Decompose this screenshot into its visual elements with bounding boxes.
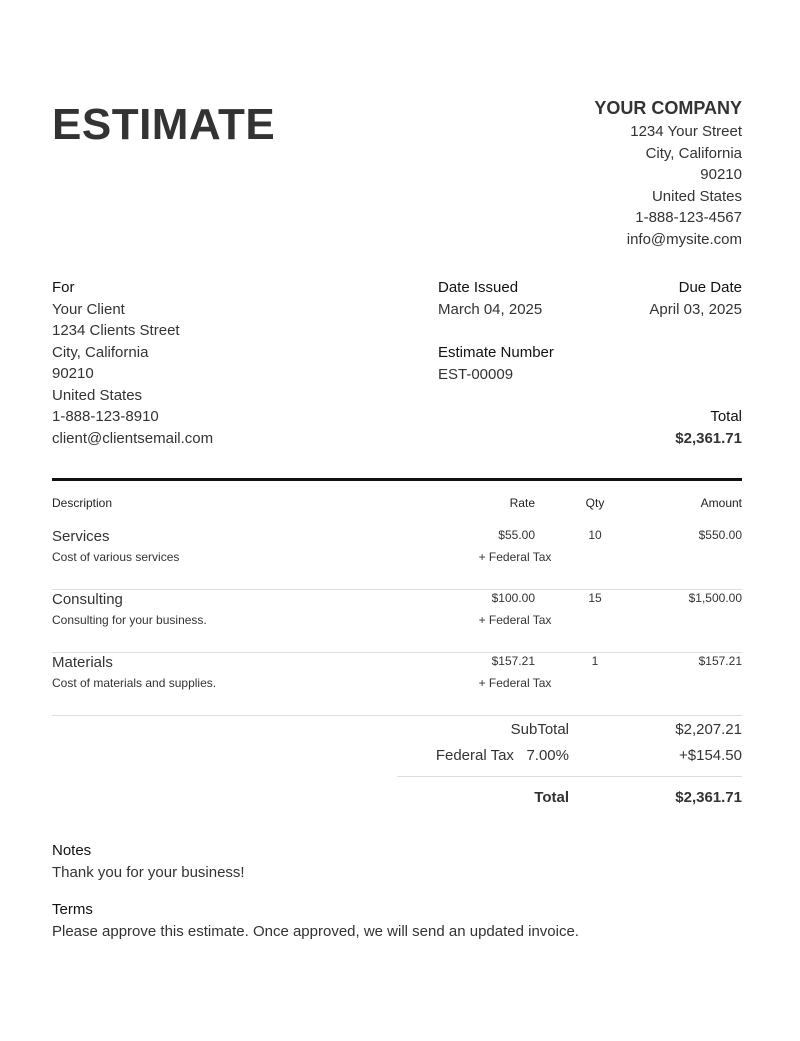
item-rate: $55.00 bbox=[498, 528, 535, 542]
row-divider bbox=[52, 715, 742, 716]
company-country: United States bbox=[651, 187, 742, 205]
date-issued-value: March 04, 2025 bbox=[438, 300, 543, 318]
due-date-block bbox=[649, 277, 742, 320]
item-tax: + Federal Tax bbox=[478, 550, 552, 564]
table-row bbox=[52, 527, 742, 590]
tax-rate: 7.00% bbox=[526, 747, 569, 764]
client-country: United States bbox=[52, 386, 143, 404]
table-row bbox=[52, 590, 742, 653]
item-qty: 15 bbox=[588, 591, 602, 605]
client-email: client@clientsemail.com bbox=[52, 429, 214, 447]
item-qty: 10 bbox=[588, 528, 602, 542]
notes-label: Notes bbox=[52, 842, 92, 859]
date-issued-label: Date Issued bbox=[438, 279, 519, 296]
item-tax: + Federal Tax bbox=[478, 613, 552, 627]
item-name: Consulting bbox=[52, 591, 123, 608]
terms-block bbox=[52, 899, 579, 942]
item-amount: $157.21 bbox=[698, 654, 742, 668]
item-description: Cost of various services bbox=[52, 550, 180, 564]
tax-label: Federal Tax bbox=[435, 747, 514, 764]
company-city: City, California bbox=[645, 144, 742, 162]
terms-label: Terms bbox=[52, 901, 93, 918]
item-rate: $157.21 bbox=[491, 654, 535, 668]
client-name: Your Client bbox=[52, 300, 125, 318]
summary-divider bbox=[397, 776, 742, 777]
client-label: For bbox=[52, 279, 75, 296]
header-total-label: Total bbox=[710, 408, 742, 425]
date-issued-block bbox=[438, 277, 542, 320]
company-name: YOUR COMPANY bbox=[594, 98, 742, 118]
item-description: Cost of materials and supplies. bbox=[52, 676, 217, 690]
company-block bbox=[594, 97, 742, 250]
company-phone: 1-888-123-4567 bbox=[635, 209, 742, 226]
notes-block bbox=[52, 840, 245, 883]
due-date-value: April 03, 2025 bbox=[649, 300, 742, 318]
estimate-number-value: EST-00009 bbox=[438, 365, 514, 383]
company-zip: 90210 bbox=[700, 166, 742, 183]
terms-text: Please approve this estimate. Once approved, we will send an updated invoice. bbox=[52, 922, 579, 940]
item-qty: 1 bbox=[591, 654, 599, 668]
item-name: Services bbox=[52, 528, 110, 545]
document-title: ESTIMATE bbox=[52, 100, 276, 149]
header-total-block bbox=[675, 406, 742, 449]
subtotal-value: $2,207.21 bbox=[675, 721, 742, 738]
notes-text: Thank you for your business! bbox=[52, 863, 245, 881]
client-phone: 1-888-123-8910 bbox=[52, 408, 159, 425]
grand-total-label: Total bbox=[534, 789, 569, 806]
tax-label-row bbox=[436, 747, 569, 764]
client-city: City, California bbox=[52, 343, 149, 361]
client-street: 1234 Clients Street bbox=[52, 322, 180, 339]
due-date-label: Due Date bbox=[678, 279, 742, 296]
subtotal-label: SubTotal bbox=[510, 721, 569, 738]
client-zip: 90210 bbox=[52, 365, 94, 382]
company-email: info@mysite.com bbox=[626, 230, 742, 248]
item-tax: + Federal Tax bbox=[478, 676, 552, 690]
estimate-number-label: Estimate Number bbox=[438, 344, 554, 361]
item-amount: $550.00 bbox=[698, 528, 742, 542]
column-header-qty: Qty bbox=[585, 496, 605, 510]
item-amount: $1,500.00 bbox=[688, 591, 742, 605]
column-header-amount: Amount bbox=[700, 496, 742, 510]
client-block bbox=[52, 277, 213, 449]
header-total-value: $2,361.71 bbox=[675, 429, 742, 447]
tax-amount: +$154.50 bbox=[679, 747, 742, 764]
item-description: Consulting for your business. bbox=[52, 613, 207, 627]
column-header-rate: Rate bbox=[509, 496, 535, 510]
table-row bbox=[52, 653, 742, 716]
item-name: Materials bbox=[52, 654, 113, 671]
table-top-divider bbox=[52, 478, 742, 481]
column-header-description: Description bbox=[52, 496, 113, 510]
grand-total-value: $2,361.71 bbox=[675, 789, 742, 806]
company-street: 1234 Your Street bbox=[630, 123, 742, 140]
item-rate: $100.00 bbox=[491, 591, 535, 605]
estimate-number-block bbox=[438, 342, 554, 385]
